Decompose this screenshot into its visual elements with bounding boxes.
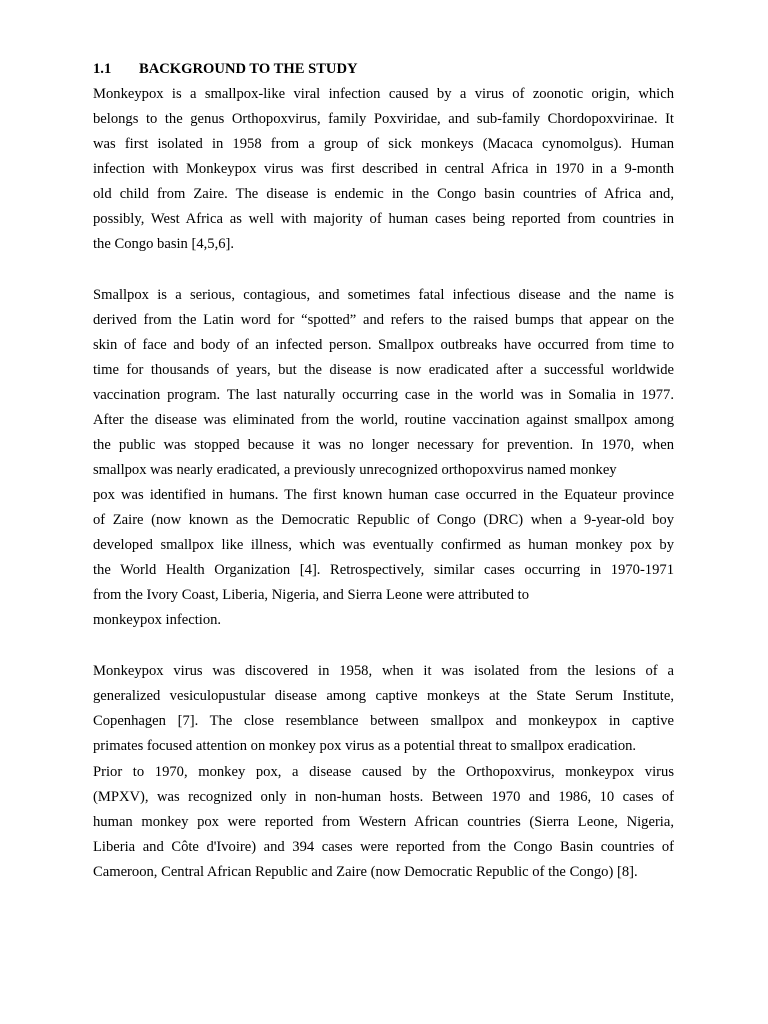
text-line: primates focused attention on monkey pox virus as a potential threat to smallpox eradication. (93, 738, 637, 754)
text-line: Prior to 1970, monkey pox, a disease caused by the Orthopoxvirus, monkeypox virus (93, 764, 674, 780)
text-line: time for thousands of years, but the disease is now eradicated after a successful worldwide (93, 362, 674, 378)
text-line: smallpox was nearly eradicated, a previously unrecognized orthopoxvirus named monkey (93, 462, 617, 478)
text-line: old child from Zaire. The disease is endemic in the Congo basin countries of Africa and, (93, 186, 674, 202)
text-line: Cameroon, Central African Republic and Zaire (now Democratic Republic of the Congo) [8]. (93, 864, 638, 880)
text-line: Monkeypox virus was discovered in 1958, when it was isolated from the lesions of a (93, 663, 674, 679)
section-heading (93, 58, 358, 80)
text-line: pox was identified in humans. The first known human case occurred in the Equateur province (93, 487, 674, 503)
text-line: belongs to the genus Orthopoxvirus, family Poxviridae, and sub-family Chordopoxvirinae. It (93, 111, 674, 127)
section-title: BACKGROUND TO THE STUDY (139, 61, 358, 77)
text-line: Monkeypox is a smallpox-like viral infection caused by a virus of zoonotic origin, which (93, 86, 674, 102)
text-line: Liberia and Côte d'Ivoire) and 394 cases were reported from the Congo Basin countries of (93, 839, 674, 855)
text-line: the Congo basin [4,5,6]. (93, 236, 235, 252)
text-line: monkeypox infection. (93, 612, 222, 628)
text-line: (MPXV), was recognized only in non-human hosts. Between 1970 and 1986, 10 cases of (93, 789, 674, 805)
text-line: vaccination program. The last naturally occurring case in the world was in Somalia in 1977. (93, 387, 674, 403)
text-line: possibly, West Africa as well with majority of human cases being reported from countries in (93, 211, 674, 227)
text-line: the World Health Organization [4]. Retrospectively, similar cases occurring in 1970-1971 (93, 562, 674, 578)
text-line: Copenhagen [7]. The close resemblance between smallpox and monkeypox in captive (93, 713, 674, 729)
text-line: After the disease was eliminated from the world, routine vaccination against smallpox among (93, 412, 674, 428)
text-line: infection with Monkeypox virus was first described in central Africa in 1970 in a 9-month (93, 161, 674, 177)
text-line: skin of face and body of an infected person. Smallpox outbreaks have occurred from time to (93, 337, 674, 353)
text-line: developed smallpox like illness, which was eventually confirmed as human monkey pox by (93, 537, 674, 553)
text-line: Smallpox is a serious, contagious, and sometimes fatal infectious disease and the name is (93, 287, 674, 303)
section-number: 1.1 (93, 61, 112, 77)
text-line: human monkey pox were reported from Western African countries (Sierra Leone, Nigeria, (93, 814, 674, 830)
text-line: from the Ivory Coast, Liberia, Nigeria, and Sierra Leone were attributed to (93, 587, 530, 603)
text-line: of Zaire (now known as the Democratic Republic of Congo (DRC) when a 9-year-old boy (93, 512, 674, 528)
text-line: derived from the Latin word for “spotted” and refers to the raised bumps that appear on the (93, 312, 674, 328)
text-line: the public was stopped because it was no longer necessary for prevention. In 1970, when (93, 437, 674, 453)
text-line: generalized vesiculopustular disease among captive monkeys at the State Serum Institute, (93, 688, 674, 704)
text-line: was first isolated in 1958 from a group of sick monkeys (Macaca cynomolgus). Human (93, 136, 674, 152)
